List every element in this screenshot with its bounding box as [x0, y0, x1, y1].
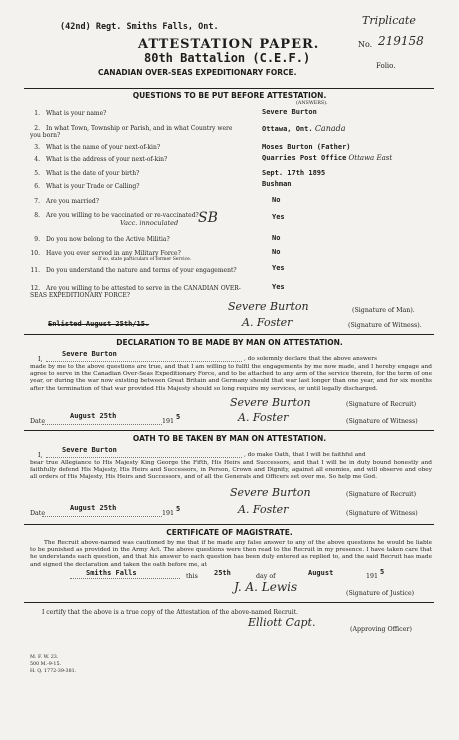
oath-recruit-signature: Severe Burton	[230, 486, 311, 499]
answer-2: Ottawa, Ont. Canada	[262, 124, 346, 133]
answer-8: Yes	[272, 213, 285, 221]
question-12: 12. Are you willing to be attested to serve in the CANADIAN OVER-SEAS EXPEDITIONARY FORCE?	[30, 285, 241, 300]
question-6: 6. What is your Trade or Calling?	[34, 183, 140, 190]
answer-12: Yes	[272, 283, 285, 291]
questions-witness-signature: A. Foster	[242, 316, 293, 329]
man-signature: Severe Burton	[228, 300, 309, 313]
vaccination-note: Vacc. innoculated	[120, 219, 179, 227]
oath-date-label: Date	[30, 510, 46, 517]
magistrate-year-prefix: 191	[366, 573, 379, 580]
man-signature-label: (Signature of Man).	[352, 307, 415, 314]
question-10-note: If so, state particulars of former Service.	[98, 257, 192, 262]
oath-name: Severe Burton	[62, 446, 117, 454]
magistrate-month: August	[308, 569, 334, 577]
question-2: 2. In what Town, Township or Parish, and in what Country were you born?	[30, 125, 233, 140]
officer-signature-label: (Approving Officer)	[350, 626, 412, 633]
question-10: 10. Have you ever served in any Military Force?	[30, 250, 181, 257]
oath-year-suffix: 5	[176, 505, 181, 513]
answer-9: No	[272, 234, 281, 242]
number-label: No.	[358, 40, 373, 49]
answer-11: Yes	[272, 264, 285, 272]
form-title: ATTESTATION PAPER.	[138, 37, 320, 52]
regiment-line: (42nd) Regt. Smiths Falls, Ont.	[60, 22, 219, 32]
question-8: 8. Are you willing to be vaccinated or re-vaccinated?	[34, 212, 199, 219]
declaration-year-prefix: 191	[162, 418, 175, 425]
enlisted-date: Enlisted August 25th/15.	[48, 320, 150, 328]
question-5: 5. What is the date of your birth?	[34, 170, 140, 177]
declaration-date: August 25th	[70, 412, 117, 420]
answer-5: Sept. 17th 1895	[262, 169, 326, 177]
declaration-name: Severe Burton	[62, 350, 117, 358]
oath-recruit-label: (Signature of Recruit)	[346, 491, 417, 498]
questions-heading: QUESTIONS TO BE PUT BEFORE ATTESTATION.	[132, 91, 327, 100]
justice-signature-label: (Signature of Justice)	[346, 590, 415, 597]
oath-witness-signature: A. Foster	[238, 503, 289, 516]
oath-heading: OATH TO BE TAKEN BY MAN ON ATTESTATION.	[132, 434, 327, 443]
force-name: CANADIAN OVER-SEAS EXPEDITIONARY FORCE.	[98, 68, 297, 77]
officer-signature: Elliott Capt.	[248, 616, 316, 629]
magistrate-this-label: this	[186, 573, 198, 580]
declaration-body: made by me to the above questions are true, and that I am willing to fulfil the engagements by me now made, and I hereby engage and agree to serve in the Canadian Over-Seas Expeditionary Force, and to be attached to any arm of the service therein, for the term of one year, or during the war now existing between Great Britain and Germany should that war last longer than one year, and for six months after the termination of that war provided His Majesty should so long require my services, or until legally discharged.	[30, 364, 432, 392]
answer-4: Quarries Post Office Ottawa East	[262, 154, 393, 162]
answer-6: Bushman	[262, 180, 292, 188]
question-7: 7. Are you married?	[34, 198, 99, 205]
magistrate-day: 25th	[214, 569, 231, 577]
magistrate-year-suffix: 5	[380, 568, 385, 576]
vaccination-initials: SB	[198, 210, 218, 226]
declaration-witness-label: (Signature of Witness)	[346, 418, 418, 425]
declaration-date-label: Date	[30, 418, 46, 425]
answer-7: No	[272, 196, 281, 204]
oath-date: August 25th	[70, 504, 117, 512]
magistrate-heading: CERTIFICATE OF MAGISTRATE.	[166, 528, 293, 537]
folio-label: Folio.	[376, 62, 396, 70]
magistrate-body: The Recruit above-named was cautioned by me that if he made any false answer to any of the above questions he would be liable to be punished as provided in the Army Act. The above questions were then read to the Recruit in my presence. I have taken care that he understands each question, and that his answer to each question has been duly entered as replied to, and the said Recruit has made and signed the declaration and taken the oath before me, at	[30, 540, 432, 568]
answer-3: Moses Burton (Father)	[262, 143, 351, 151]
print-run: 500 M.-9-15.	[30, 662, 62, 667]
declaration-witness-signature: A. Foster	[238, 411, 289, 424]
answer-1: Severe Burton	[262, 108, 317, 116]
question-1: 1. What is your name?	[34, 110, 107, 117]
question-11: 11. Do you understand the nature and terms of your engagement?	[30, 267, 237, 274]
declaration-recruit-signature: Severe Burton	[230, 396, 311, 409]
declaration-i-label: I,	[38, 356, 43, 363]
form-number: M. F. W. 23.	[30, 655, 59, 660]
battalion-stamp: 80th Battalion (C.E.F.)	[144, 51, 311, 65]
question-3: 3. What is the name of your next-of-kin?	[34, 144, 161, 151]
answer-10: No	[272, 248, 281, 256]
regimental-number: 219158	[378, 34, 424, 48]
hq-reference: H. Q. 1772-39-381.	[30, 669, 77, 674]
oath-line1: , do make Oath, that I will be faithful and	[244, 452, 366, 458]
declaration-line1: , do solemnly declare that the above answers	[244, 356, 377, 362]
question-4: 4. What is the address of your next-of-kin?	[34, 156, 168, 163]
witness-signature-label: (Signature of Witness).	[348, 322, 422, 329]
declaration-year-suffix: 5	[176, 413, 181, 421]
triplicate-note: Triplicate	[362, 14, 416, 27]
oath-i-label: I,	[38, 452, 43, 459]
magistrate-place: Smiths Falls	[86, 569, 137, 577]
certify-text: I certify that the above is a true copy of the Attestation of the above-named Recruit.	[42, 609, 298, 616]
answers-label: (ANSWERS).	[296, 101, 328, 106]
oath-witness-label: (Signature of Witness)	[346, 510, 418, 517]
declaration-heading: DECLARATION TO BE MADE BY MAN ON ATTESTATION.	[116, 338, 343, 347]
oath-year-prefix: 191	[162, 510, 175, 517]
question-9: 9. Do you now belong to the Active Militia?	[34, 236, 170, 243]
justice-signature: J. A. Lewis	[234, 580, 298, 594]
oath-body: bear true Allegiance to His Majesty King George the Fifth, His Heirs and Successors, and that I will be in duty bound honestly and faithfully defend His Majesty, His Heirs and Successors, in Person, Crown and Dignity, against all enemies, and will observe and obey all orders of His Majesty, His Heirs and Successors, and of all the Generals and Officers set over me. So help me God.	[30, 460, 432, 481]
declaration-recruit-label: (Signature of Recruit)	[346, 401, 417, 408]
magistrate-day-of-label: day of	[256, 573, 276, 580]
